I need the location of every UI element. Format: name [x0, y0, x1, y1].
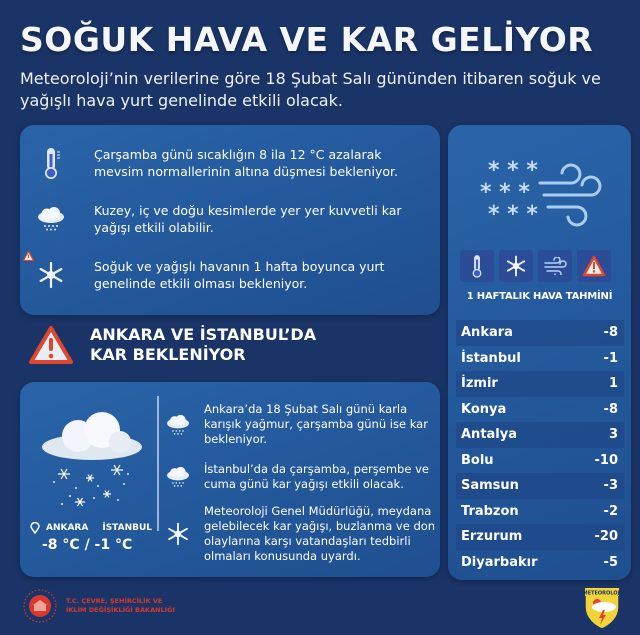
alert-title-line2: KAR BEKLENİYOR [90, 345, 246, 364]
forecast-row [456, 499, 624, 525]
info-text: Kuzey, iç ve doğu kesimlerde yer yer kuvvetli kar yağışı etkili olabilir. [94, 203, 402, 235]
forecast-row [456, 397, 624, 423]
forecast-row [456, 371, 624, 397]
ministry-line1: T.C. ÇEVRE, ŞEHİRCİLİK VE [66, 597, 163, 605]
city-info-text: Meteoroloji Genel Müdürlüğü, meydana gelebilecek kar yağışı, buzlanma ve don olaylarına karşı vatandaşları tedbirli olmaları konusunda uyardı. [204, 504, 436, 563]
city-temp: 3 [608, 427, 618, 443]
info-item [20, 145, 424, 181]
city-info-item [160, 504, 442, 564]
warning-icon [23, 251, 34, 261]
location-pin-icon [30, 522, 40, 534]
city-temp: -1 [603, 350, 618, 366]
warning-icon [28, 325, 74, 365]
label-istanbul: İSTANBUL [102, 523, 153, 533]
city-name: Trabzon [461, 503, 519, 519]
warning-icon [577, 250, 611, 282]
city-temp: -10 [594, 452, 618, 468]
forecast-row [456, 473, 624, 499]
city-name: Bolu [461, 452, 494, 468]
snow-cloud-icon [160, 414, 196, 436]
snowflake-icon [26, 257, 76, 293]
snowflake-icon [499, 250, 533, 282]
meteoroloji-logo [582, 585, 622, 635]
forecast-icons [460, 250, 611, 282]
svg-text:* * *: * * * [480, 180, 530, 205]
cities-panel [20, 382, 440, 577]
city-name: Ankara [461, 325, 513, 341]
thermometer-icon [460, 250, 494, 282]
divider [157, 396, 159, 531]
city-info-item [160, 402, 442, 447]
city-name: Antalya [461, 427, 518, 443]
alert-title-line1: ANKARA VE İSTANBUL’DA [90, 325, 317, 344]
city-temp: -3 [603, 478, 618, 494]
city-name: Samsun [461, 478, 519, 494]
snow-cloud-icon [160, 466, 196, 488]
forecast-row [456, 550, 624, 576]
forecast-table [456, 320, 624, 575]
ministry-line2: İKLİM DEĞİŞİKLİĞİ BAKANLIĞI [66, 606, 175, 614]
city-name: İzmir [461, 376, 498, 392]
thermometer-icon [26, 145, 76, 181]
city-temp: -2 [603, 503, 618, 519]
alert-heading [28, 325, 316, 365]
wind-icon [538, 250, 572, 282]
svg-text:* * *: * * * [488, 202, 538, 227]
city-labels [30, 522, 160, 534]
info-item [20, 201, 424, 237]
forecast-panel [448, 125, 631, 580]
info-panel [20, 125, 440, 315]
forecast-row [456, 346, 624, 372]
city-temp: -20 [594, 529, 618, 545]
city-temperatures: -8 °C / -1 °C [42, 537, 133, 553]
snow-wind-illustration [478, 155, 608, 230]
snow-cloud-icon [26, 201, 76, 237]
city-name: Konya [461, 401, 507, 417]
forecast-row [456, 320, 624, 346]
city-name: İstanbul [461, 350, 521, 366]
city-info-text: İstanbul’da da çarşamba, perşembe ve cuma günü kar yağışı etkili olacak. [204, 462, 429, 491]
city-temp: -5 [603, 554, 618, 570]
forecast-row [456, 422, 624, 448]
snowflake-icon [160, 522, 196, 546]
city-temp: -8 [603, 325, 618, 341]
forecast-row [456, 448, 624, 474]
snow-cloud-illustration [32, 402, 152, 512]
city-temp: -8 [603, 401, 618, 417]
page-subtitle: Meteoroloji’nin verilerine göre 18 Şubat Salı gününden itibaren soğuk ve yağışlı hava yurt genelinde etkili olacak. [20, 69, 601, 110]
ministry-logo [22, 588, 175, 624]
label-ankara: ANKARA [46, 523, 89, 533]
forecast-caption: 1 HAFTALIK HAVA TAHMİNİ [466, 291, 613, 302]
svg-text:* * *: * * * [488, 158, 538, 183]
forecast-row [456, 524, 624, 550]
city-info-item [160, 462, 442, 492]
city-name: Diyarbakır [461, 554, 538, 570]
city-info-text: Ankara’da 18 Şubat Salı günü karla karışık yağmur, çarşamba günü ise kar bekleniyor. [204, 402, 428, 446]
city-name: Erzurum [461, 529, 523, 545]
info-text: Soğuk ve yağışlı havanın 1 hafta boyunca yurt genelinde etkili olması bekleniyor. [94, 259, 385, 291]
page-title: SOĞUK HAVA VE KAR GELİYOR [20, 20, 594, 59]
city-temp: 1 [608, 376, 618, 392]
info-text: Çarşamba günü sıcaklığın 8 ila 12 °C azalarak mevsim normallerinin altına düşmesi bekleniyor. [94, 147, 398, 179]
meteo-label: METEOROLOJİ [582, 590, 622, 597]
info-item [20, 257, 424, 293]
ministry-emblem-icon [22, 588, 58, 624]
